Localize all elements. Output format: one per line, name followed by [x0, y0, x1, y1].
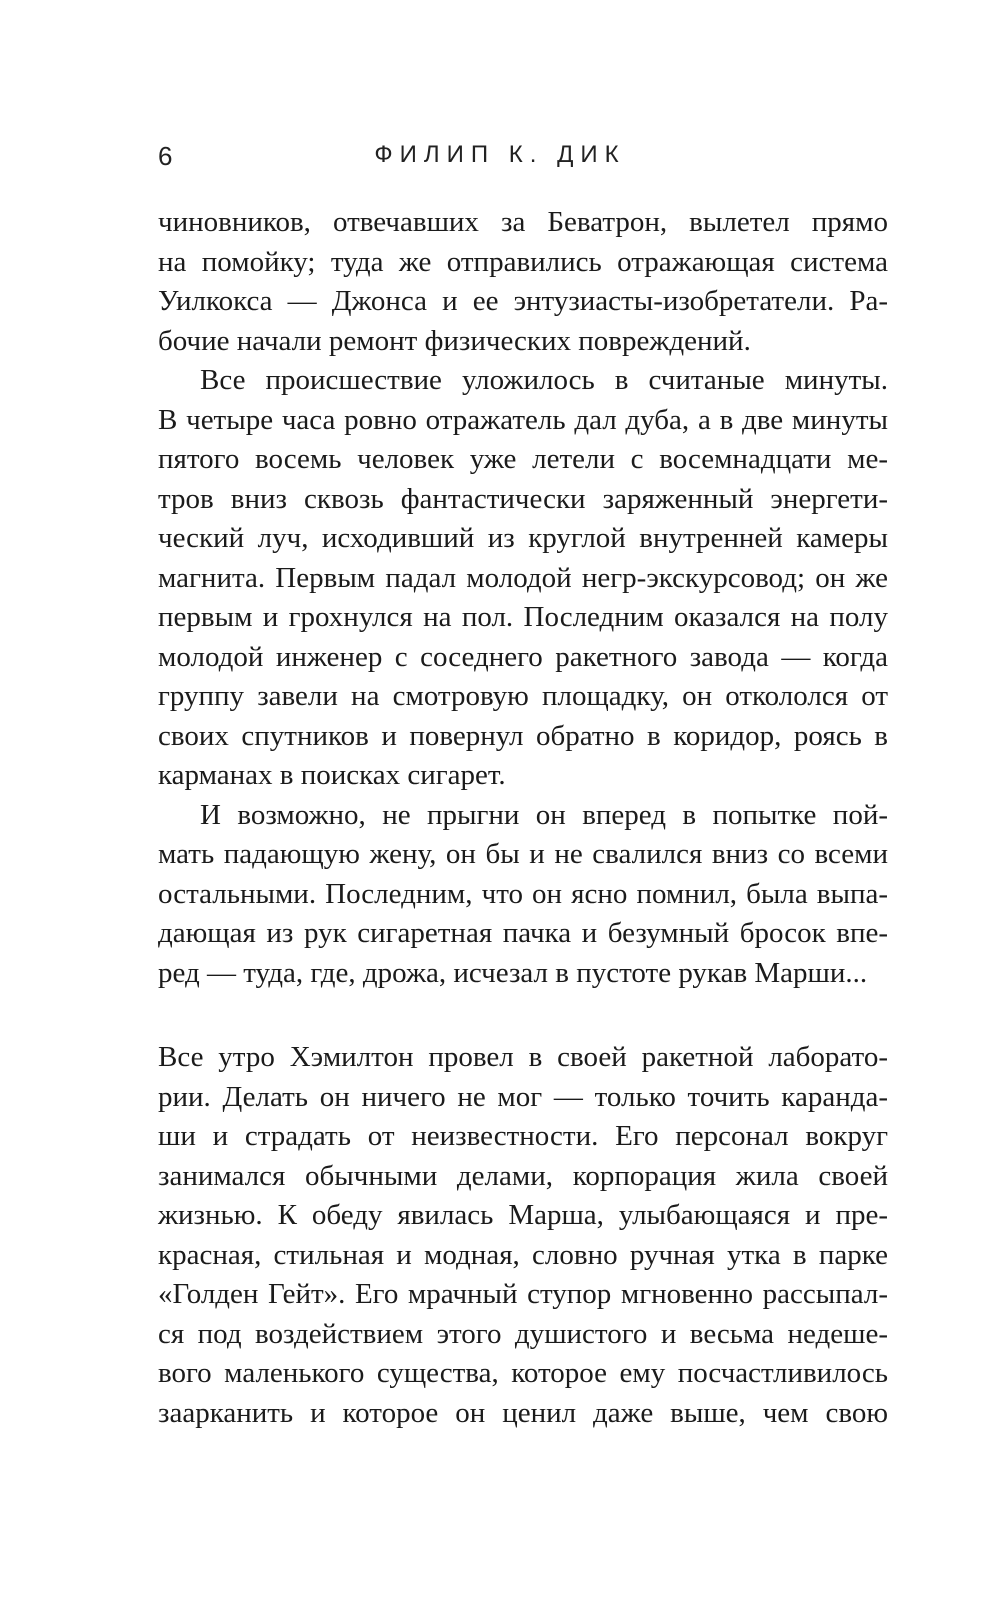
page-number: 6 — [158, 141, 173, 171]
text-line: ши и страдать от неизвестности. Его персонал вокруг — [158, 1120, 888, 1152]
text-line: бочие начали ремонт физических повреждений. — [158, 324, 751, 357]
text-line: чиновников, отвечавших за Беватрон, вылетел прямо — [158, 206, 888, 238]
text-line: жизнью. К обеду явилась Марша, улыбающаяся и пре- — [158, 1199, 888, 1231]
paragraph — [158, 203, 888, 361]
paragraph — [158, 361, 888, 796]
text-line: Все происшествие уложилось в считаные минуты. — [200, 364, 888, 396]
text-line: группу завели на смотровую площадку, он откололся от — [158, 680, 888, 712]
text-line: ся под воздействием этого душистого и весьма недеше- — [158, 1317, 888, 1350]
text-line: своих спутников и повернул обратно в коридор, роясь в — [158, 719, 888, 752]
text-line: карманах в поисках сигарет. — [158, 759, 506, 791]
text-line: заарканить и которое он ценил даже выше, чем свою — [158, 1396, 888, 1429]
text-line: остальными. Последним, что он ясно помнил, была выпа- — [158, 877, 888, 910]
text-line: магнита. Первым падал молодой негр-экскурсовод; он же — [158, 561, 888, 594]
text-line: на помойку; туда же отправились отражающая система — [158, 245, 888, 278]
text-line: занимался обычными делами, корпорация жила своей — [158, 1159, 888, 1192]
text-line: пятого восемь человек уже летели с восемнадцати ме- — [158, 443, 888, 475]
text-line: В четыре часа ровно отражатель дал дуба, а в две минуты — [158, 403, 888, 436]
text-line: рии. Делать он ничего не мог — только точить каранда- — [158, 1080, 888, 1113]
text-line: Все утро Хэмилтон провел в своей ракетной лаборато- — [158, 1041, 888, 1073]
page-body — [158, 203, 888, 1433]
text-line: И возможно, не прыгни он вперед в попытке пой- — [200, 798, 888, 831]
text-line: красная, стильная и модная, словно ручная утка в парке — [158, 1238, 888, 1271]
text-line: «Голден Гейт». Его мрачный ступор мгновенно рассыпал- — [158, 1278, 888, 1310]
running-header-author: ФИЛИП К. ДИК — [374, 141, 626, 168]
text-line: ческий луч, исходивший из круглой внутренней камеры — [158, 522, 888, 554]
text-line: дающая из рук сигаретная пачка и безумный бросок впе- — [158, 917, 888, 949]
paragraph — [158, 796, 888, 994]
text-line: ред — туда, где, дрожа, исчезал в пустоте рукав Марши... — [158, 956, 868, 989]
paragraph — [158, 1038, 888, 1433]
text-line: мать падающую жену, он бы и не свалился вниз со всеми — [158, 838, 888, 870]
text-line: вого маленького существа, которое ему посчастливилось — [158, 1357, 888, 1389]
text-line: первым и грохнулся на пол. Последним оказался на полу — [158, 601, 888, 633]
text-line: Уилкокса — Джонса и ее энтузиасты-изобретатели. Ра- — [158, 285, 888, 317]
text-line: молодой инженер с соседнего ракетного завода — когда — [158, 640, 888, 673]
text-line: тров вниз сквозь фантастически заряженный энергети- — [158, 482, 888, 515]
